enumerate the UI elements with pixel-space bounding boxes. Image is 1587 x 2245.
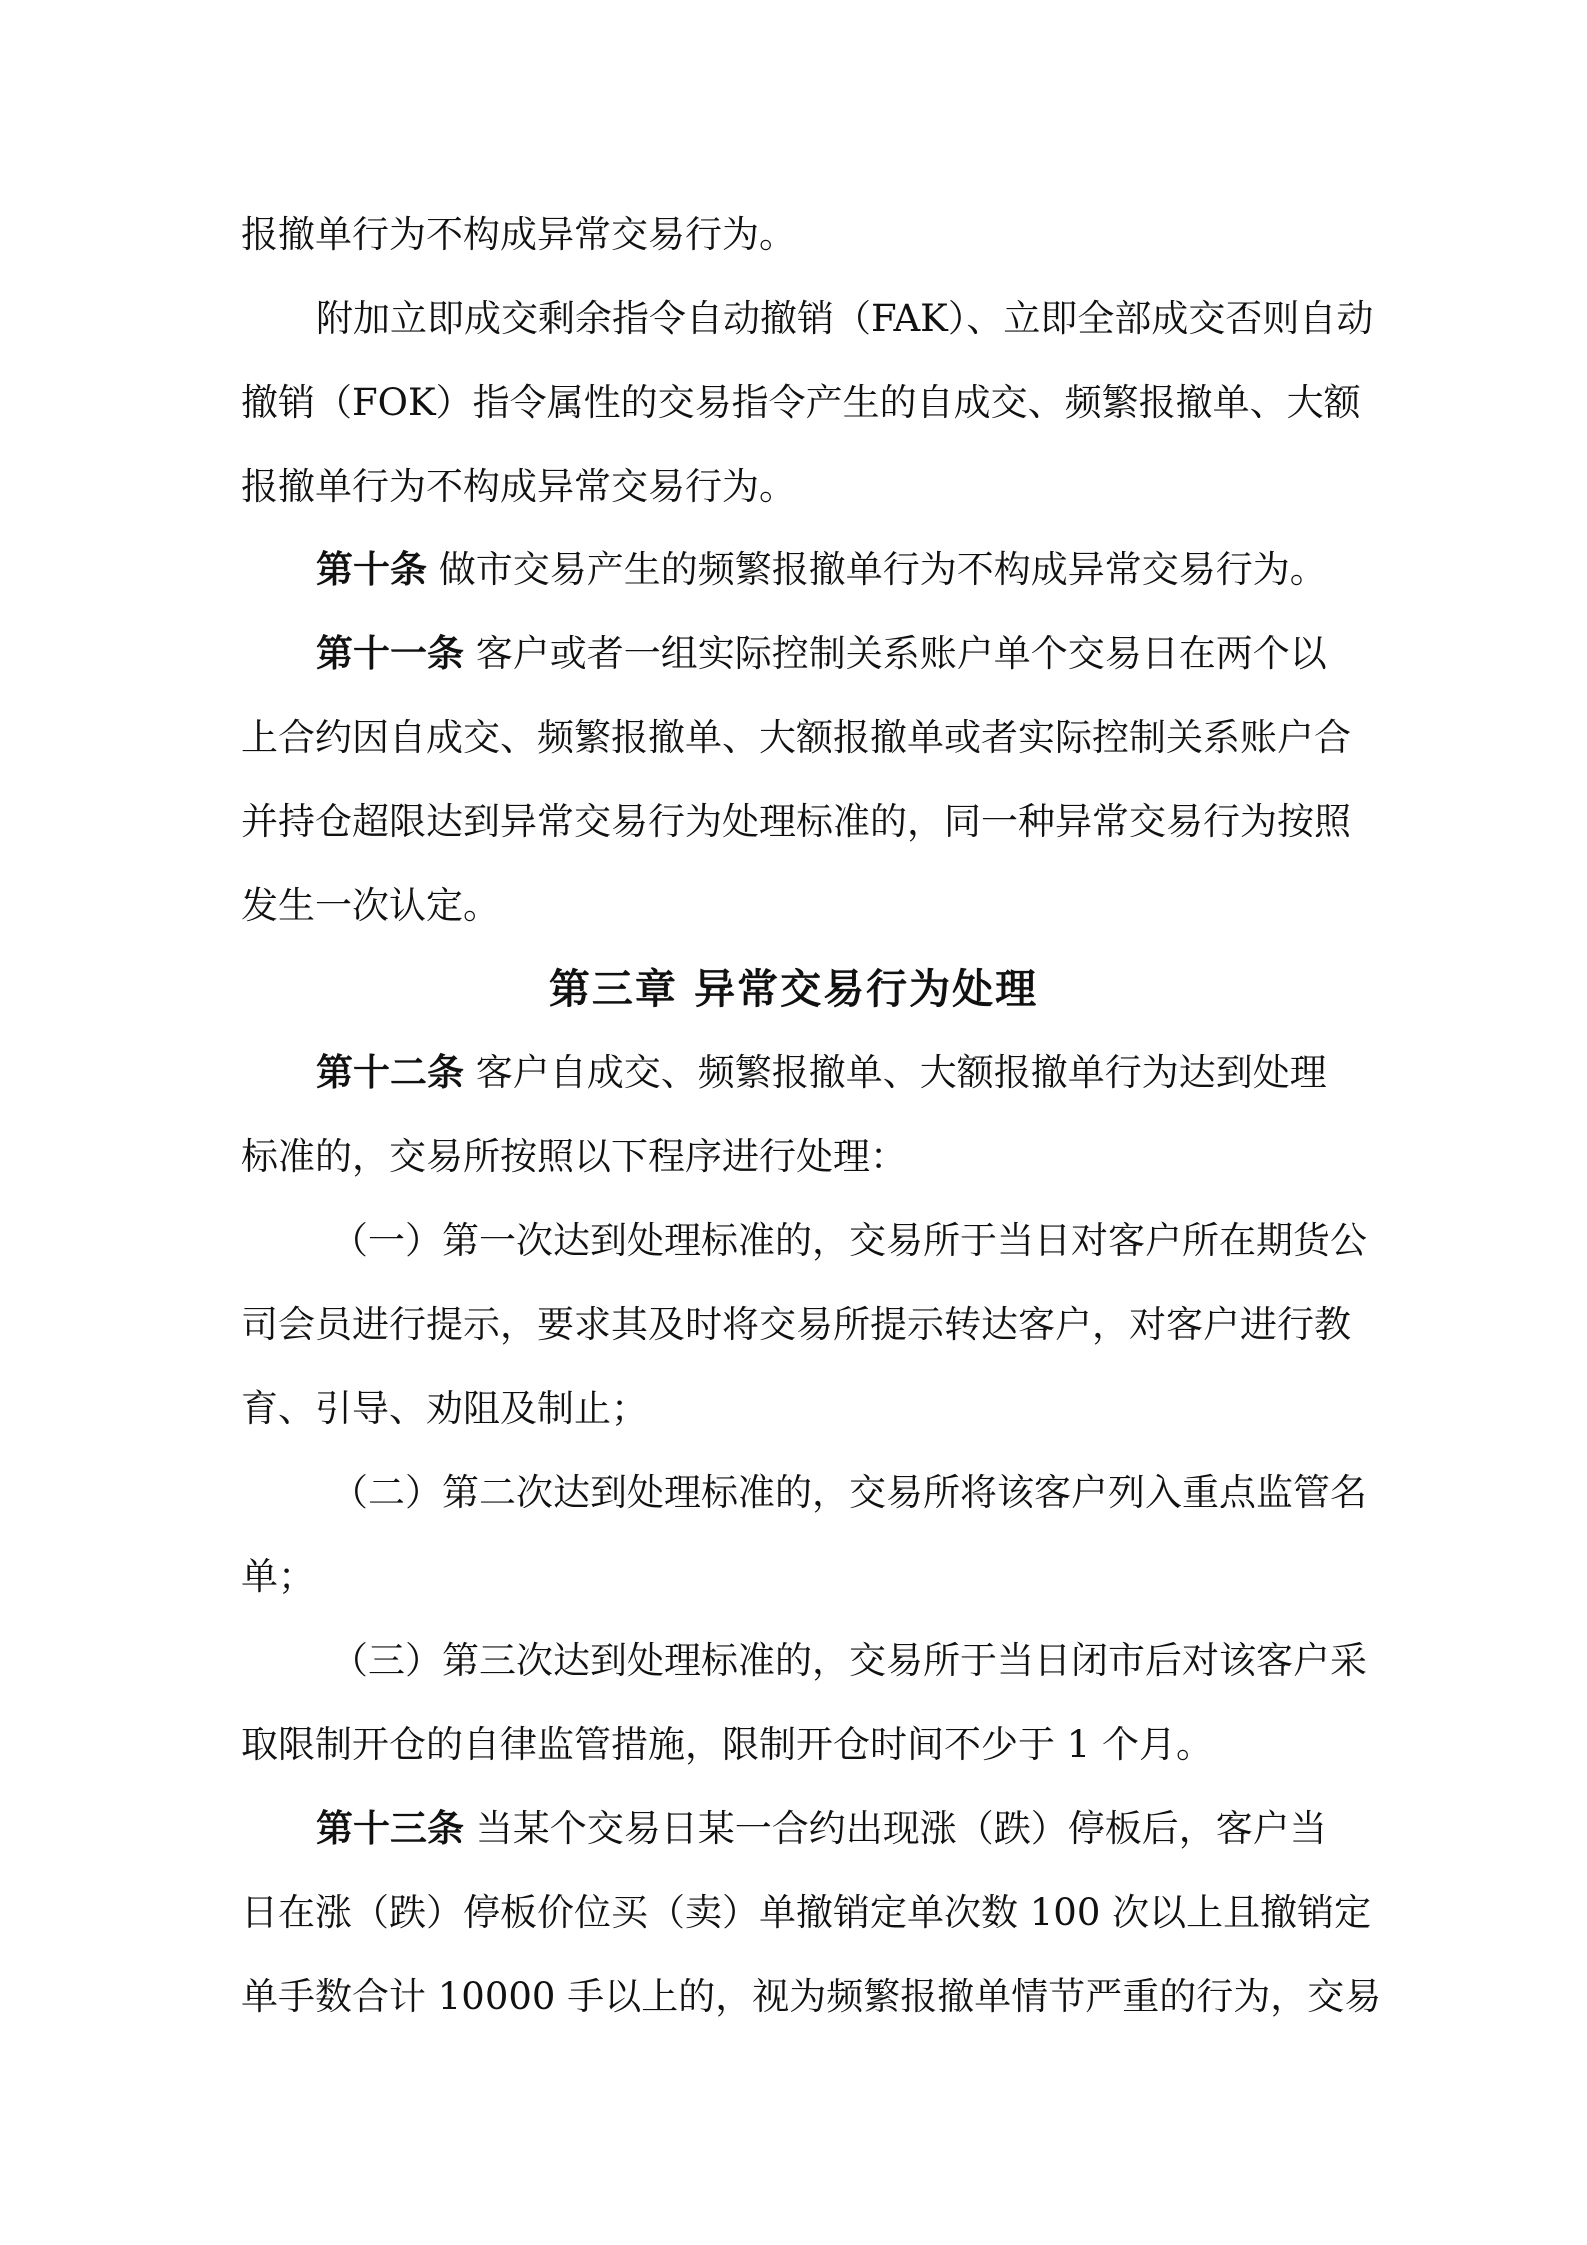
paragraph-line: 标准的，交易所按照以下程序进行处理： xyxy=(241,1135,907,1178)
paragraph-line: 发生一次认定。 xyxy=(241,884,500,927)
article-text: 做市交易产生的频繁报撤单行为不构成异常交易行为。 xyxy=(427,548,1327,591)
paragraph-line: 单手数合计 10000 手以上的，视为频繁报撤单情节严重的行为，交易 xyxy=(241,1975,1382,2018)
chapter-heading: 第三章 异常交易行为处理 xyxy=(548,965,1039,1013)
paragraph-line: 报撤单行为不构成异常交易行为。 xyxy=(241,213,796,256)
article-10 xyxy=(241,542,1346,598)
paragraph-line: （三）第三次达到处理标准的，交易所于当日闭市后对该客户采 xyxy=(331,1639,1367,1682)
paragraph-line: 司会员进行提示，要求其及时将交易所提示转达客户，对客户进行教 xyxy=(241,1303,1351,1346)
paragraph-line: （二）第二次达到处理标准的，交易所将该客户列入重点监管名 xyxy=(331,1471,1367,1514)
paragraph-line: 撤销（FOK）指令属性的交易指令产生的自成交、频繁报撤单、大额 xyxy=(241,381,1361,424)
paragraph-line: 上合约因自成交、频繁报撤单、大额报撤单或者实际控制关系账户合 xyxy=(241,716,1351,759)
paragraph-line: 日在涨（跌）停板价位买（卖）单撤销定单次数 100 次以上且撤销定 xyxy=(241,1891,1372,1934)
article-12 xyxy=(241,1045,1346,1101)
paragraph-line: 育、引导、劝阻及制止； xyxy=(241,1387,648,1430)
article-text: 当某个交易日某一合约出现涨（跌）停板后，客户当 xyxy=(464,1807,1327,1850)
article-text: 客户或者一组实际控制关系账户单个交易日在两个以 xyxy=(464,632,1327,675)
paragraph-line: 报撤单行为不构成异常交易行为。 xyxy=(241,465,796,508)
paragraph-line: 单； xyxy=(241,1555,315,1598)
paragraph-line: （一）第一次达到处理标准的，交易所于当日对客户所在期货公 xyxy=(331,1219,1367,1262)
paragraph-line: 并持仓超限达到异常交易行为处理标准的，同一种异常交易行为按照 xyxy=(241,800,1351,843)
article-number: 第十二条 xyxy=(316,1051,464,1094)
article-13 xyxy=(241,1801,1346,1857)
article-number: 第十条 xyxy=(316,548,427,591)
article-number: 第十三条 xyxy=(316,1807,464,1850)
article-number: 第十一条 xyxy=(316,632,464,675)
paragraph-line: 取限制开仓的自律监管措施，限制开仓时间不少于 1 个月。 xyxy=(241,1723,1214,1766)
article-text: 客户自成交、频繁报撤单、大额报撤单行为达到处理 xyxy=(464,1051,1327,1094)
paragraph-line: 附加立即成交剩余指令自动撤销（FAK）、立即全部成交否则自动 xyxy=(316,297,1374,340)
article-11 xyxy=(241,626,1346,682)
